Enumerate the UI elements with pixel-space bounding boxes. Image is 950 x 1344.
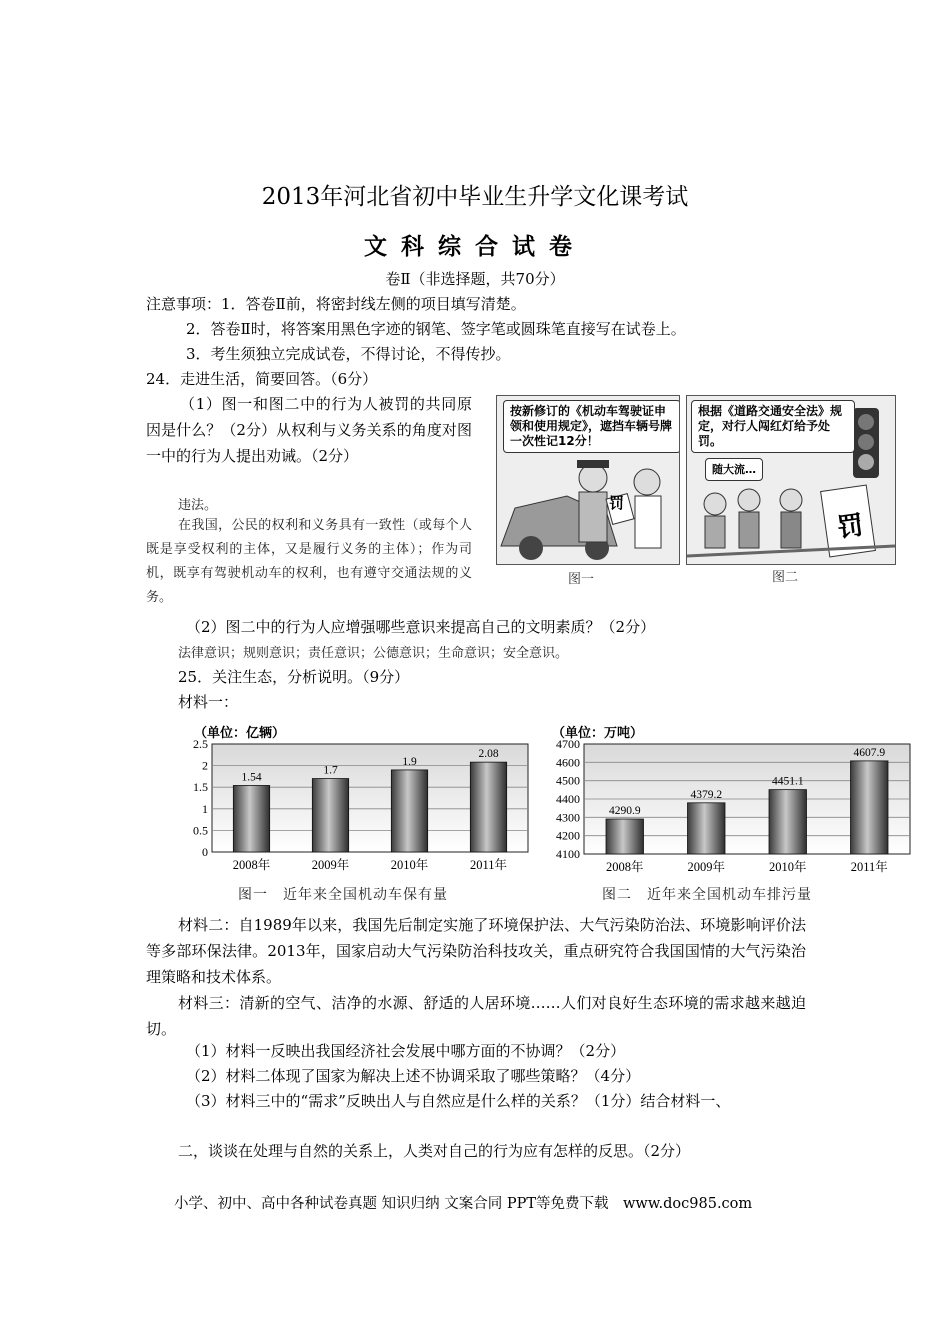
chart-2-caption: 图二 近年来全国机动车排污量: [602, 887, 812, 903]
chart-2-data-label: 4379.2: [690, 788, 723, 801]
chart-1-unit: （单位：亿辆）: [194, 726, 286, 741]
q25-sub3-part2: 二，谈谈在处理与自然的关系上，人类对自己的行为应有怎样的反思。（2分）: [178, 1142, 691, 1160]
chart-1-y-tick-label: 1: [202, 801, 208, 816]
chart-1-y-tick-label: 1.5: [193, 780, 208, 795]
chart-2-unit: （单位：万吨）: [552, 726, 644, 741]
page-footer: 小学、初中、高中各种试卷真题 知识归纳 文案合同 PPT等免费下载 www.doc985.com: [174, 1196, 753, 1212]
q25-heading: 25．关注生态，分析说明。（9分）: [178, 668, 410, 686]
q24-answer2: 法律意识；规则意识；责任意识；公德意识；生命意识；安全意识。: [178, 646, 569, 661]
chart-2-y-tick-label: 4600: [556, 755, 580, 770]
chart-1-y-tick-label: 2: [202, 758, 208, 773]
chart-1-x-tick-label: 2010年: [390, 858, 429, 872]
chart-2-y-tick-label: 4700: [556, 738, 580, 751]
chart-1-y-tick-label: 0: [202, 845, 208, 859]
chart-1-bar: [391, 770, 427, 852]
q25-sub3-part1: （3）材料三中的“需求”反映出人与自然应是什么样的关系？（1分）结合材料一、: [186, 1092, 731, 1110]
chart-2-x-tick-label: 2009年: [687, 860, 726, 874]
cartoon-figure-2: [686, 395, 896, 565]
chart-2-data-label: 4290.9: [608, 805, 641, 818]
cartoon-2-sign: 罚: [835, 510, 866, 544]
chart-1-vehicle-ownership: [180, 738, 540, 882]
chart-2-x-tick-label: 2010年: [768, 860, 807, 874]
chart-1-y-tick-label: 0.5: [193, 823, 208, 838]
chart-1-bar: [233, 785, 269, 852]
chart-1-caption: 图一 近年来全国机动车保有量: [238, 887, 448, 903]
q24-answer1-short: 违法。: [178, 498, 218, 513]
chart-1-data-label: 1.7: [323, 764, 338, 777]
cartoon-2-caption: 图二: [772, 570, 799, 585]
chart-2-svg: [540, 738, 914, 882]
chart-1-bar: [312, 779, 348, 852]
chart-1-x-tick-label: 2011年: [469, 858, 508, 872]
notes-lead: 注意事项：1．答卷Ⅱ前，将密封线左侧的项目填写清楚。: [146, 295, 526, 313]
chart-1-data-label: 2.08: [478, 748, 499, 761]
chart-1-x-tick-label: 2008年: [232, 858, 271, 872]
chart-2-data-label: 4451.1: [771, 775, 804, 788]
chart-1-data-label: 1.9: [402, 755, 417, 768]
exam-subtitle: 文科综合试卷: [364, 234, 586, 260]
q24-sub1: （1）图一和图二中的行为人被罚的共同原因是什么？（2分）从权利与义务关系的角度对图一中的行为人提出劝诫。（2分）: [146, 395, 472, 465]
q25-material1-label: 材料一：: [178, 693, 239, 711]
chart-2-bar: [851, 761, 888, 854]
chart-1-bar: [470, 762, 506, 852]
chart-2-bar: [688, 803, 725, 854]
q24-sub2: （2）图二中的行为人应增强哪些意识来提高自己的文明素质？（2分）: [186, 618, 656, 636]
chart-1-svg: [180, 738, 540, 882]
notes-item-2: 2．答卷Ⅱ时，将答案用黑色字迹的钢笔、签字笔或圆珠笔直接写在试卷上。: [186, 320, 686, 338]
chart-1-x-tick-label: 2009年: [311, 858, 350, 872]
exam-title: 2013年河北省初中毕业生升学文化课考试: [261, 184, 689, 210]
q25-material2: 材料二：自1989年以来，我国先后制定实施了环境保护法、大气污染防治法、环境影响评价法等多部环保法律。2013年，国家启动大气污染防治科技攻关，重点研究符合我国国情的大气污染治理策略和技术体系。: [146, 916, 806, 986]
chart-2-y-tick-label: 4500: [556, 773, 580, 788]
q25-sub2: （2）材料二体现了国家为解决上述不协调采取了哪些策略？（4分）: [186, 1067, 641, 1085]
chart-1-y-tick-label: 2.5: [193, 738, 208, 751]
chart-2-y-tick-label: 4100: [556, 847, 580, 861]
notes-item-3: 3．考生须独立完成试卷，不得讨论，不得传抄。: [186, 345, 511, 363]
chart-2-bar: [606, 819, 643, 854]
chart-2-bar: [769, 790, 806, 854]
q24-heading: 24．走进生活，简要回答。（6分）: [146, 370, 378, 388]
chart-2-x-tick-label: 2011年: [850, 860, 888, 874]
q24-answer1-long: 在我国，公民的权利和义务具有一致性（或每个人既是享受权利的主体，又是履行义务的主体）；作为司机，既享有驾驶机动车的权利，也有遵守交通法规的义务。: [146, 518, 472, 605]
cartoon-2-speech: 根据《道路交通安全法》规定，对行人闯红灯给予处罚。: [691, 400, 855, 453]
q25-material3: 材料三：清新的空气、洁净的水源、舒适的人居环境……人们对良好生态环境的需求越来越迫切。: [146, 994, 806, 1038]
chart-2-data-label: 4607.9: [853, 746, 886, 759]
chart-2-y-tick-label: 4300: [556, 810, 580, 825]
chart-2-x-tick-label: 2008年: [605, 860, 644, 874]
q25-sub1: （1）材料一反映出我国经济社会发展中哪方面的不协调？（2分）: [186, 1042, 626, 1060]
cartoon-1-caption: 图一: [568, 572, 595, 587]
cartoon-2-thought: 随大流…: [705, 458, 763, 481]
chart-2-y-tick-label: 4400: [556, 792, 580, 806]
section-heading: 卷Ⅱ（非选择题，共70分）: [385, 270, 565, 288]
chart-2-y-tick-label: 4200: [556, 828, 580, 843]
chart-2-vehicle-emissions: [540, 738, 914, 882]
chart-1-data-label: 1.54: [241, 771, 262, 784]
cartoon-1-speech: 按新修订的《机动车驾驶证申领和使用规定》，遮挡车辆号牌一次性记12分！: [503, 400, 680, 453]
cartoon-figure-1: [496, 395, 680, 565]
cartoon-1-sign: 罚: [609, 494, 625, 512]
